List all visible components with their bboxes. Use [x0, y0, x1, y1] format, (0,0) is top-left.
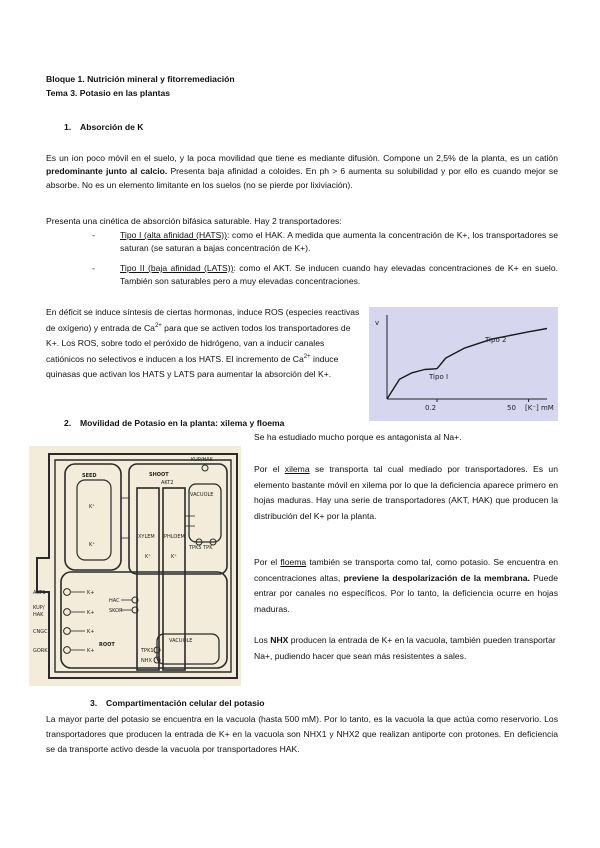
xylem-k: K⁺	[145, 554, 151, 560]
k-plus-label: K+	[87, 610, 95, 616]
x-tick-label: 0.2	[425, 404, 437, 412]
potassium-transport-figure	[29, 446, 241, 686]
section-1-paragraph-3: En déficit se induce síntesis de ciertas hormonas, induce ROS (especies reactivas de oxígeno) y entrada de $Ca^{2+}$ para que se activen todos los transportadores de K+. Los ROS, sobre todo el peróxido de hidrógeno, van a inducir canales catiónicos no selectivos e inducen a los HATS. El incremento de $Ca^{2+}$ induce quinasas que activan los HATS y LATS para aumentar la absorción del K+.	[46, 307, 360, 380]
list-item: - Tipo I (alta afinidad (HATS)): como el HAK. A medida que aumenta la concentración de K+, los transportadores se saturan (se saturan a bajas concentración de K+).	[92, 230, 558, 254]
k-plus-label: K+	[87, 629, 95, 635]
block-title: Bloque 1. Nutrición mineral y fitorremediación	[46, 74, 235, 84]
section-2-paragraph-2: Por el xilema se transporta tal cual mediado por transportadores. Es un elemento bastante móvil en xilema por lo que la deficiencia aparece primero en hojas maduras. Hay una serie de transportadores (AKT, HAK) que producen la distribución del K+ por la planta.	[254, 464, 558, 521]
gork-label: GORK	[33, 648, 48, 654]
cngc-label: CNGC	[33, 629, 48, 635]
annotation-tipo-1: Tipo I	[429, 373, 449, 381]
nhx-label: NHX	[141, 658, 152, 664]
section-3-title: Compartimentación celular del potasio	[106, 698, 265, 708]
akt2-label: AKT2	[161, 480, 174, 486]
hac-label: HAC	[109, 598, 120, 604]
phloem-label: PHLOEM	[164, 534, 185, 540]
tpk1-label: TPK1	[141, 648, 154, 654]
section-1-paragraph-1: Es un ion poco móvil en el suelo, y la poca movilidad que tiene es mediante difusión. Compone un 2,5% de la planta, es un catión predominante junto al calcio. Presenta baja afinidad a coloides. En ph > 6 aumenta su solubilidad y por ello es cuando mejor se absorbe. No es un elemento limitante en los suelos (no se pierde por lixiviación).	[46, 153, 558, 190]
phloem-k: K⁺	[171, 554, 177, 560]
topic-title: Tema 3. Potasio en las plantas	[46, 88, 171, 98]
tpk5-label: TPK5 TPK	[189, 545, 213, 551]
section-2-paragraph-4: Los NHX producen la entrada de K+ en la vacuola, también pueden transportar Na+, pudiendo hacer que sean más resistentes a sales.	[254, 635, 556, 661]
section-1-paragraph-2: Presenta una cinética de absorción bifásica saturable. Hay 2 transportadores:	[46, 216, 342, 226]
seed-k: K⁺	[89, 504, 95, 510]
root-vacuole-label: VACUOLE	[169, 638, 193, 644]
y-axis-label: v	[375, 319, 380, 327]
kup-label: KUP/	[33, 605, 45, 611]
skor-label: SKOR	[109, 608, 123, 614]
seed-label: SEED	[82, 473, 97, 479]
kinetics-chart-svg	[369, 307, 558, 421]
k-plus-label: K+	[87, 648, 95, 654]
section-2-paragraph-3: Por el floema también se transporta como tal, como potasio. Se encuentra en concentraciones altas, previene la despolarización de la membrana. Puede entrar por canales no específicos. Por lo tanto, la deficiencia ocurre en hojas maduras.	[254, 557, 558, 614]
k-plus-label: K+	[87, 590, 95, 596]
annotation-tipo-2: Tipo 2	[485, 336, 507, 344]
seed-k: K⁺	[89, 542, 95, 548]
section-3-number: 3.	[90, 698, 98, 708]
potassium-transport-diagram	[29, 446, 241, 686]
section-2-paragraph-1: Se ha estudiado mucho porque es antagonista al Na+.	[254, 432, 462, 442]
section-1-title: Absorción de K	[80, 122, 144, 132]
section-2-number: 2.	[64, 418, 72, 428]
shoot-vacuole-label: VACUOLE	[190, 492, 214, 498]
root-label: ROOT	[99, 642, 115, 648]
akt1-label: AKT1	[33, 590, 46, 596]
shoot-label: SHOOT	[149, 472, 169, 478]
x-axis-label: [K⁻] mM	[525, 404, 554, 412]
xylem-label: XYLEM	[138, 534, 155, 540]
hak-label: HAK	[33, 612, 44, 618]
kup-hak-top-label: KUP/HAK	[191, 457, 213, 463]
kinetics-chart	[369, 307, 558, 421]
section-3-paragraph-1: La mayor parte del potasio se encuentra en la vacuola (hasta 500 mM). Por lo tanto, es la vacuola la que actúa como reservorio. Los transportadores que producen la entrada de K+ en la vacuola son NHX1 y NHX2 que realizan antiporte con protones. En deficiencia se da transporte activo desde la vacuola por transportadores HAK.	[46, 714, 558, 755]
list-item: - Tipo II (baja afinidad (LATS)): como el AKT. Se inducen cuando hay elevadas concentraciones de K+ en suelo. También son saturables pero a muy elevadas concentraciones.	[92, 263, 558, 287]
x-tick-label: 50	[507, 404, 516, 412]
section-1-number: 1.	[64, 122, 72, 132]
section-2-title: Movilidad de Potasio en la planta: xilema y floema	[80, 418, 285, 428]
